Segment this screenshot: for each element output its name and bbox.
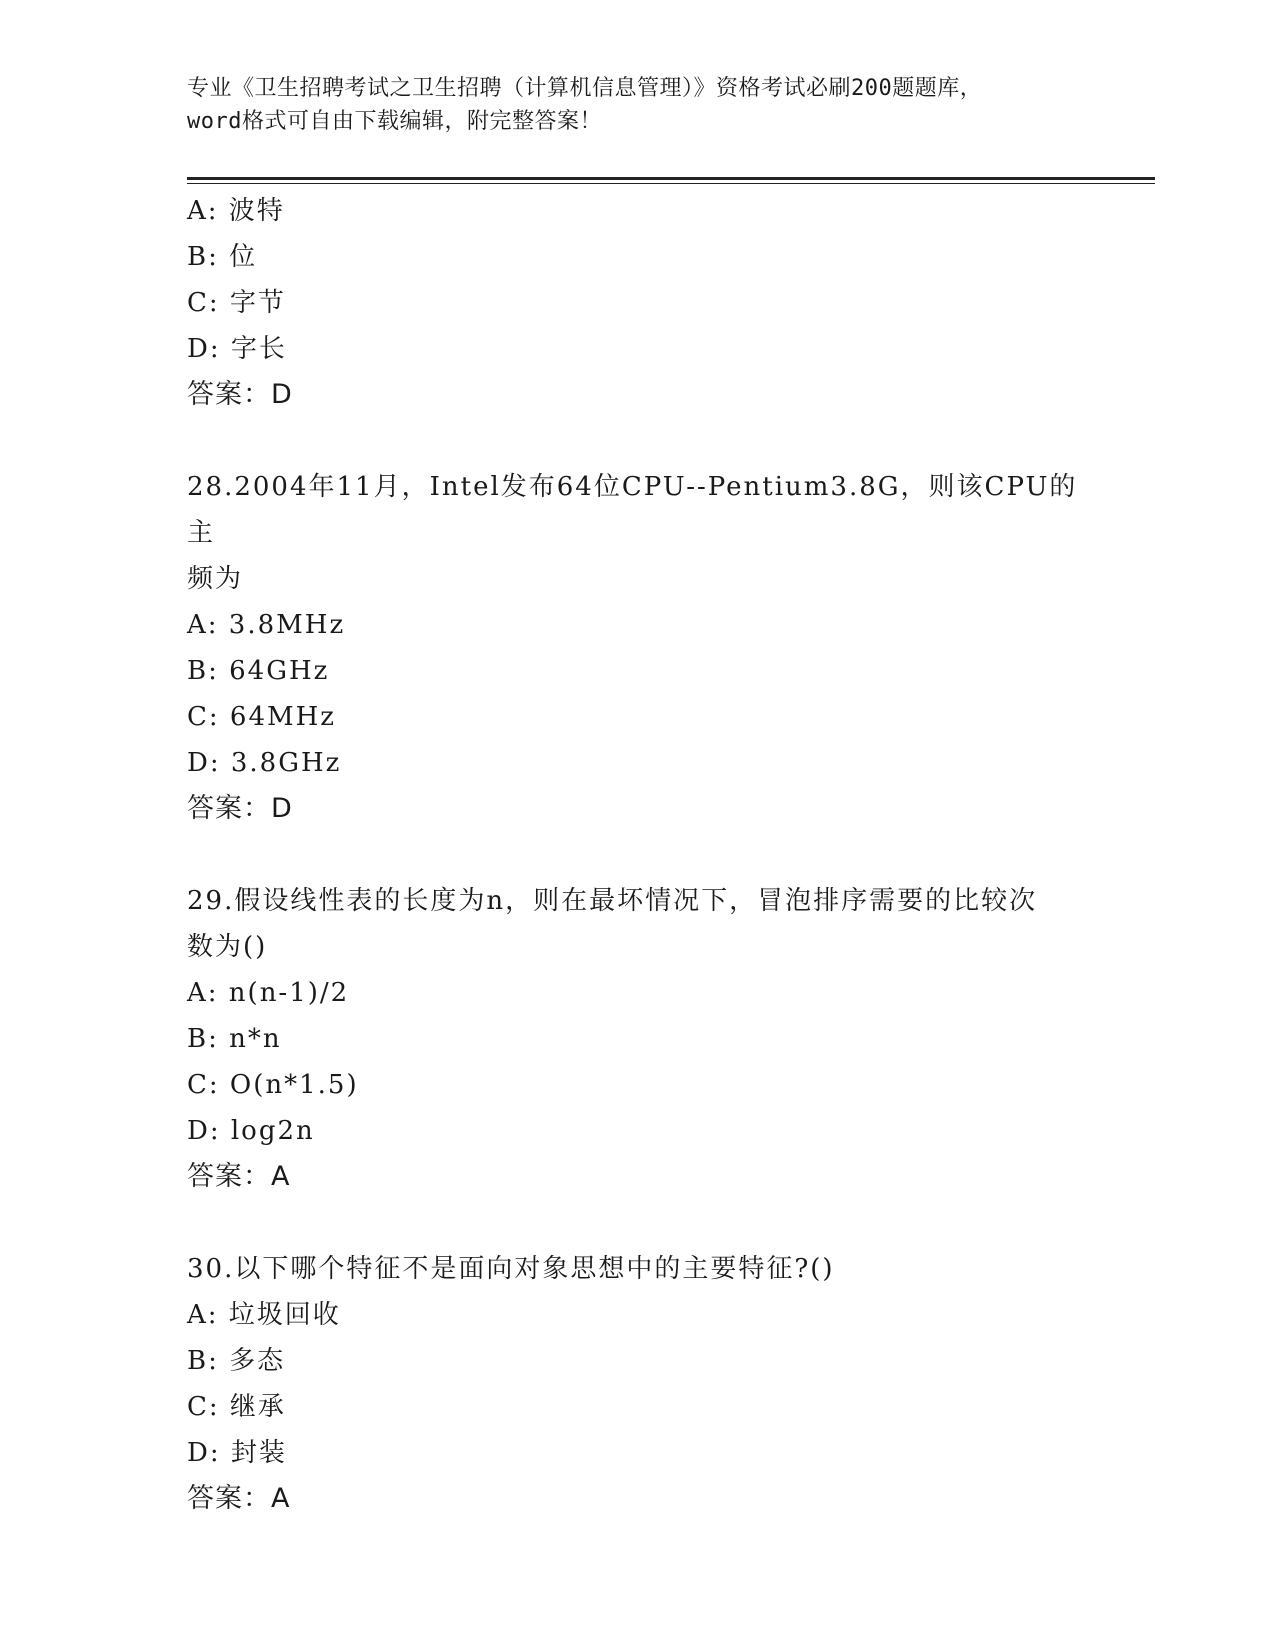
header-rule-thin <box>187 183 1155 184</box>
option-d: D: log2n <box>187 1116 315 1146</box>
question-title-line-1: 28.2004年11月，Intel发布64位CPU--Pentium3.8G，则该CPU的主 <box>187 472 1078 548</box>
question-title-line-1: 30.以下哪个特征不是面向对象思想中的主要特征?() <box>187 1254 835 1284</box>
question-29 <box>187 878 1147 1200</box>
option-d: D: 封装 <box>187 1438 287 1468</box>
option-c: C: 字节 <box>187 288 286 318</box>
header-line-1: 专业《卫生招聘考试之卫生招聘（计算机信息管理）》资格考试必刷200题题库， <box>187 76 983 101</box>
option-b: B: 多态 <box>187 1346 286 1376</box>
document-header <box>187 72 1087 138</box>
question-title-line-2: 频为 <box>187 564 244 594</box>
option-a: A: 垃圾回收 <box>187 1300 341 1330</box>
header-rule-thick <box>187 177 1155 180</box>
answer: 答案：D <box>187 793 293 824</box>
question-title-line-2: 数为() <box>187 932 268 962</box>
option-b: B: n*n <box>187 1024 282 1054</box>
option-d: D: 3.8GHz <box>187 748 342 778</box>
answer: 答案：A <box>187 1483 291 1514</box>
option-c: C: 继承 <box>187 1392 286 1422</box>
question-30 <box>187 1246 1147 1522</box>
answer: 答案：D <box>187 379 293 410</box>
option-d: D: 字长 <box>187 334 287 364</box>
option-c: C: O(n*1.5) <box>187 1070 359 1100</box>
option-a: A: n(n-1)/2 <box>187 978 350 1008</box>
question-content <box>187 188 1147 1522</box>
option-b: B: 位 <box>187 242 258 272</box>
question-27 <box>187 188 1147 418</box>
question-28 <box>187 464 1147 832</box>
header-line-2: word格式可自由下载编辑，附完整答案！ <box>187 109 602 134</box>
option-a: A: 波特 <box>187 196 285 226</box>
question-title-line-1: 29.假设线性表的长度为n，则在最坏情况下，冒泡排序需要的比较次 <box>187 886 1038 916</box>
option-a: A: 3.8MHz <box>187 610 346 640</box>
answer: 答案：A <box>187 1161 291 1192</box>
option-c: C: 64MHz <box>187 702 336 732</box>
option-b: B: 64GHz <box>187 656 330 686</box>
